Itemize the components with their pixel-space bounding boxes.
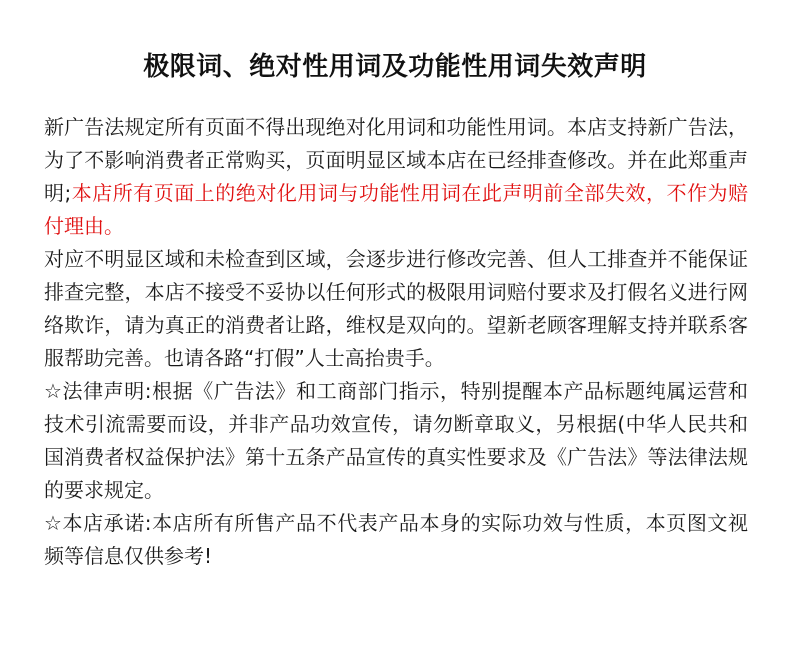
paragraph-store-promise: ☆本店承诺:本店所有所售产品不代表产品本身的实际功效与性质，本页图文视频等信息仅供参考!: [44, 511, 748, 568]
paragraph-new-ad-law-text: 新广告法规定所有页面不得出现绝对化用词和功能性用词。本店支持新广告法，为了不影响消费者正常购买，页面明显区域本店在已经排查修改。并在此郑重声明;: [44, 115, 748, 205]
invalidation-highlight: 本店所有页面上的绝对化用词与功能性用词在此声明前全部失效，不作为赔付理由。: [44, 181, 748, 238]
paragraph-unchecked-areas: 对应不明显区域和未检查到区域，会逐步进行修改完善、但人工排查并不能保证排查完整，本店不接受不妥协以任何形式的极限用词赔付要求及打假名义进行网络欺诈，请为真正的消费者让路，维权是双向的。望新老顾客理解支持并联系客服帮助完善。也请各路“打假”人士高抬贵手。: [44, 247, 748, 370]
page-title: 极限词、绝对性用词及功能性用词失效声明: [143, 52, 647, 82]
paragraph-new-ad-law: [44, 111, 748, 243]
statement-body: [44, 111, 748, 573]
paragraph-legal-statement: ☆法律声明:根据《广告法》和工商部门指示，特别提醒本产品标题纯属运营和技术引流需要而设，并非产品功效宣传，请勿断章取义，另根据(中华人民共和国消费者权益保护法》第十五条产品宣传的真实性要求及《广告法》等法律法规的要求规定。: [44, 379, 748, 502]
